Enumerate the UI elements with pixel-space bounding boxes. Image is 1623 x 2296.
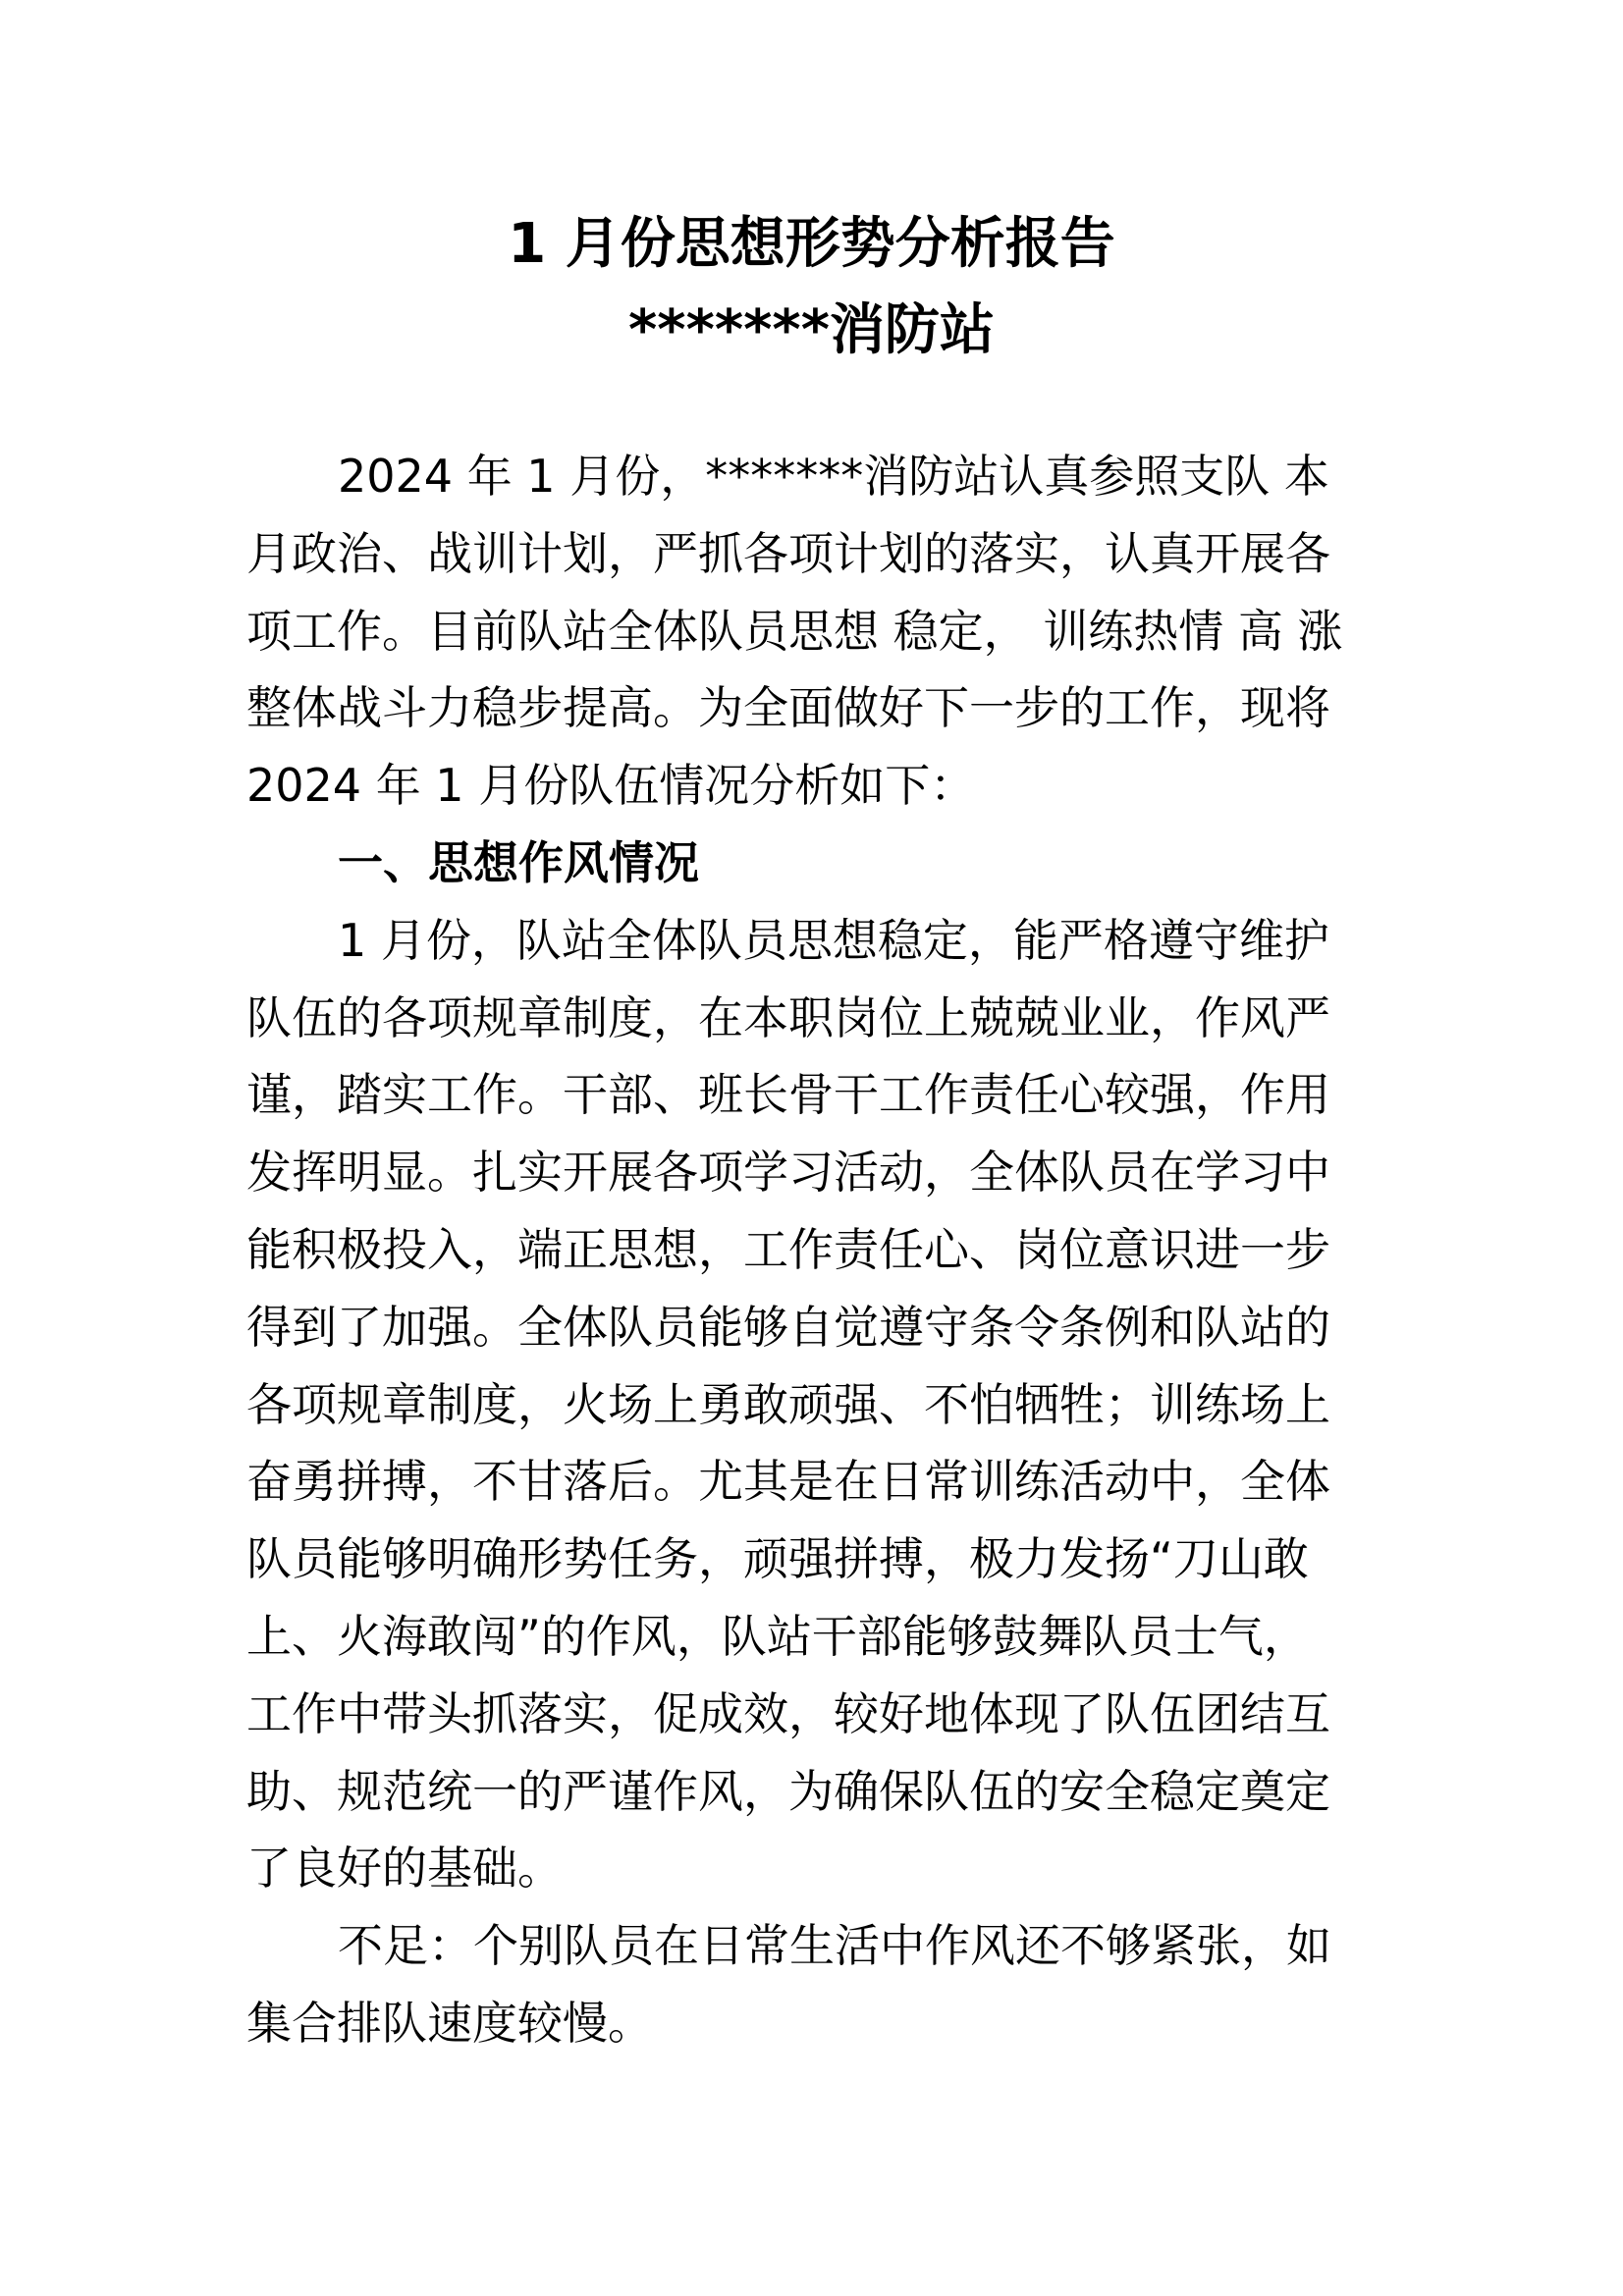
intro-paragraph bbox=[246, 438, 1376, 825]
paragraph-line: 奋勇拼搏，不甘落后。尤其是在日常训练活动中，全体 bbox=[246, 1455, 1330, 1509]
section-heading: 一、思想作风情况 bbox=[338, 835, 699, 889]
paragraph-line: 助、规范统一的严谨作风，为确保队伍的安全稳定奠定 bbox=[246, 1764, 1330, 1818]
title-block bbox=[0, 201, 1623, 374]
paragraph-line: 2024 年 1 月份，*******消防站认真参照支队 本 bbox=[338, 450, 1329, 503]
document-body bbox=[246, 438, 1376, 2062]
paragraph-line: 能积极投入，端正思想，工作责任心、岗位意识进一步 bbox=[246, 1222, 1330, 1276]
paragraph-line: 发挥明显。扎实开展各项学习活动，全体队员在学习中 bbox=[246, 1146, 1330, 1200]
paragraph-line: 2024 年 1 月份队伍情况分析如下： bbox=[246, 759, 976, 813]
paragraph-line: 队员能够明确形势任务，顽强拼搏，极力发扬“刀山敢 bbox=[246, 1532, 1309, 1586]
paragraph-line: 1 月份，队站全体队员思想稳定，能严格遵守维护 bbox=[338, 913, 1329, 967]
paragraph-line: 队伍的各项规章制度，在本职岗位上兢兢业业，作风严 bbox=[246, 990, 1330, 1044]
paragraph-line: 集合排队速度较慢。 bbox=[246, 1996, 653, 2050]
paragraph-line: 谨，踏实工作。干部、班长骨干工作责任心较强，作用 bbox=[246, 1068, 1330, 1122]
paragraph-line: 各项规章制度，火场上勇敢顽强、不怕牺牲；训练场上 bbox=[246, 1377, 1330, 1431]
paragraph-line: 上、火海敢闯”的作风，队站干部能够鼓舞队员士气， bbox=[246, 1609, 1309, 1663]
section1-paragraph bbox=[246, 902, 1376, 1907]
paragraph-line: 得到了加强。全体队员能够自觉遵守条令条例和队站的 bbox=[246, 1300, 1330, 1354]
paragraph-line: 整体战斗力稳步提高。为全面做好下一步的工作，现将 bbox=[246, 681, 1330, 735]
paragraph-line: 不足：个别队员在日常生活中作风还不够紧张，如 bbox=[338, 1919, 1331, 1973]
paragraph-line: 工作中带头抓落实，促成效，较好地体现了队伍团结互 bbox=[246, 1686, 1330, 1740]
paragraph-line: 项工作。目前队站全体队员思想 稳定， 训练热情 高 涨 bbox=[246, 604, 1343, 658]
shortcoming-paragraph bbox=[246, 1907, 1376, 2062]
document-title: 1 月份思想形势分析报告 bbox=[508, 212, 1115, 276]
paragraph-line: 了良好的基础。 bbox=[246, 1842, 563, 1896]
paragraph-line: 月政治、战训计划，严抓各项计划的落实，认真开展各 bbox=[246, 526, 1330, 580]
document-subtitle: *******消防站 bbox=[628, 298, 995, 362]
